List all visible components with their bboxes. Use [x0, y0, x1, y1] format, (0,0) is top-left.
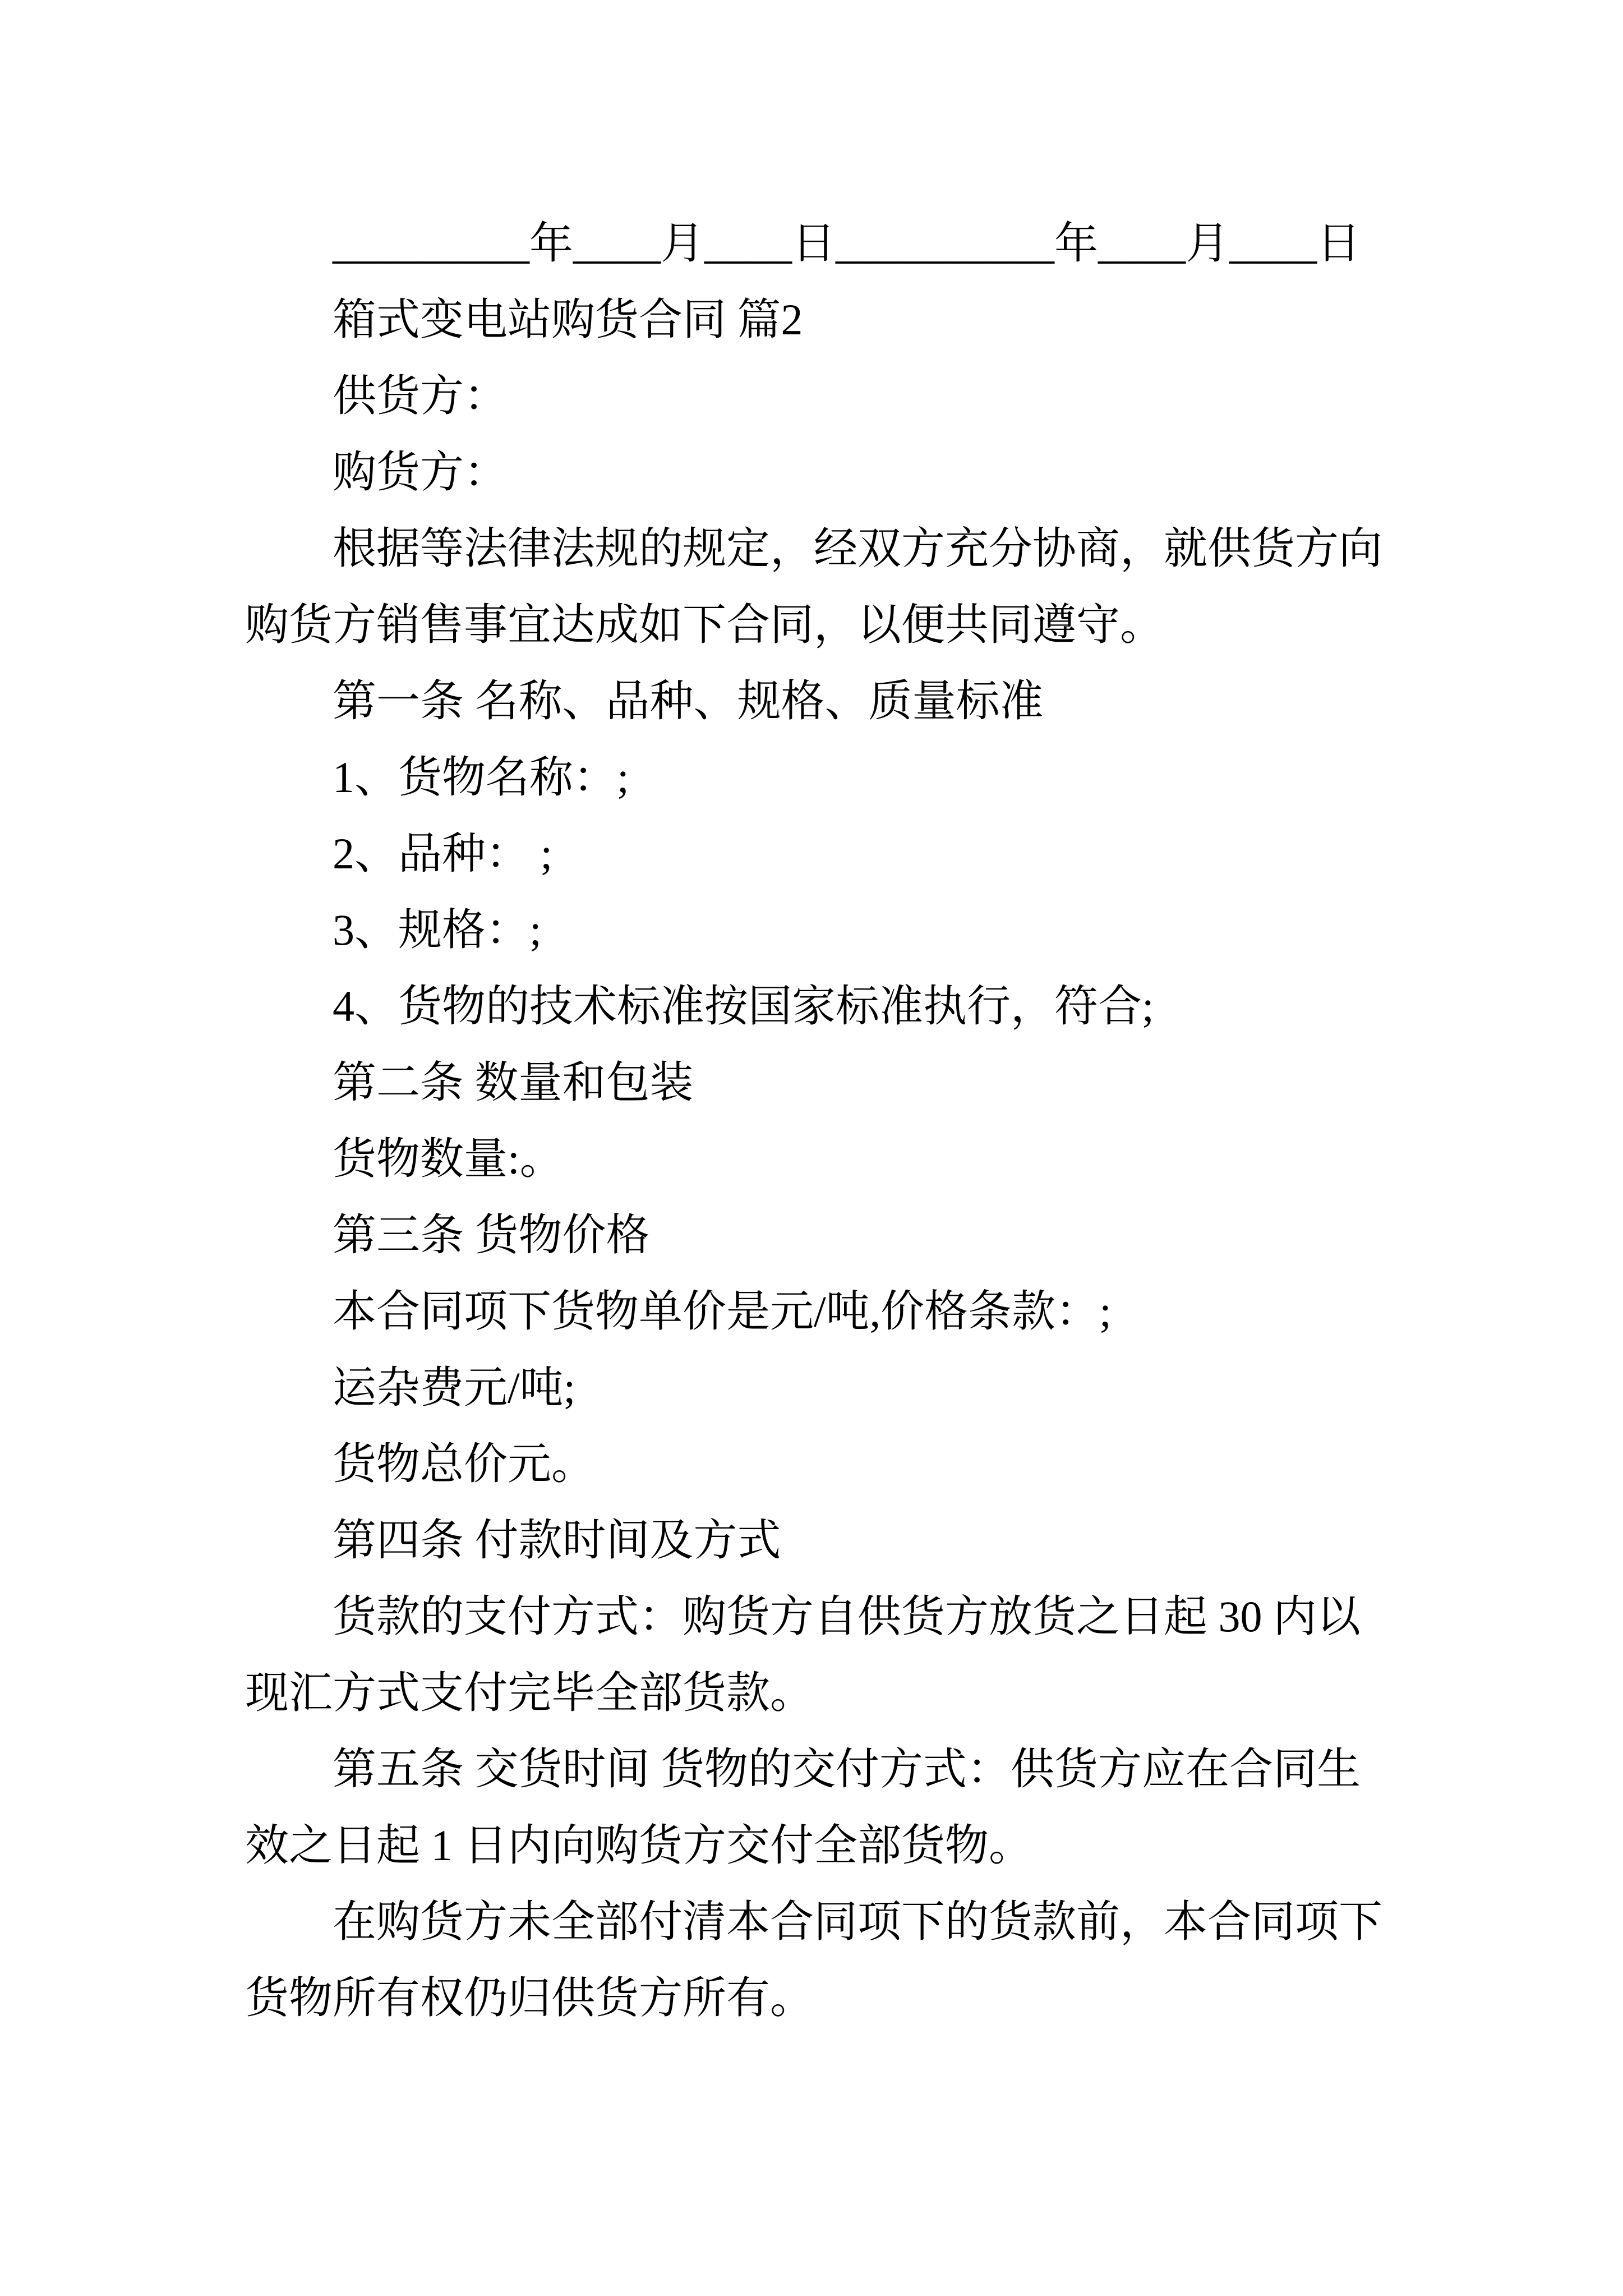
- document-line: 货物数量:。: [333, 1134, 564, 1183]
- document-line: 在购货方未全部付清本合同项下的货款前，本合同项下: [333, 1897, 1383, 1946]
- document-line: 第四条 付款时间及方式: [333, 1516, 781, 1565]
- document-line: 购货方销售事宜达成如下合同，以便共同遵守。: [245, 600, 1164, 649]
- document-line: 第三条 货物价格: [333, 1211, 650, 1259]
- document-line: 4、货物的技术标准按国家标准执行，符合;: [333, 982, 1154, 1030]
- document-line: _________年____月____日__________年____月____日: [333, 219, 1361, 268]
- document-line: 货款的支付方式：购货方自供货方放货之日起 30 内以: [333, 1592, 1361, 1641]
- document-line: 第二条 数量和包装: [333, 1058, 694, 1107]
- document-line: 3、规格：;: [333, 905, 542, 954]
- document-line: 货物所有权仍归供货方所有。: [245, 1973, 814, 2022]
- document-line: 1、货物名称：;: [333, 753, 629, 802]
- document-line: 根据等法律法规的规定，经双方充分协商，就供货方向: [333, 524, 1383, 573]
- document-line: 2、品种： ;: [333, 829, 553, 878]
- document-line: 现汇方式支付完毕全部货款。: [245, 1668, 814, 1717]
- document-line: 箱式变电站购货合同 篇2: [333, 295, 803, 344]
- document-body: [245, 205, 1385, 2036]
- document-line: 货物总价元。: [333, 1439, 596, 1488]
- document-line: 本合同项下货物单价是元/吨,价格条款：;: [333, 1287, 1112, 1336]
- document-line: 供货方：: [333, 371, 508, 420]
- document-line: 运杂费元/吨;: [333, 1363, 576, 1412]
- document-line: 第一条 名称、品种、规格、质量标准: [333, 677, 1044, 725]
- document-line: 效之日起 1 日内向购货方交付全部货物。: [245, 1821, 1033, 1870]
- document-line: 购货方：: [333, 448, 508, 496]
- document-line: 第五条 交货时间 货物的交付方式：供货方应在合同生: [333, 1745, 1361, 1793]
